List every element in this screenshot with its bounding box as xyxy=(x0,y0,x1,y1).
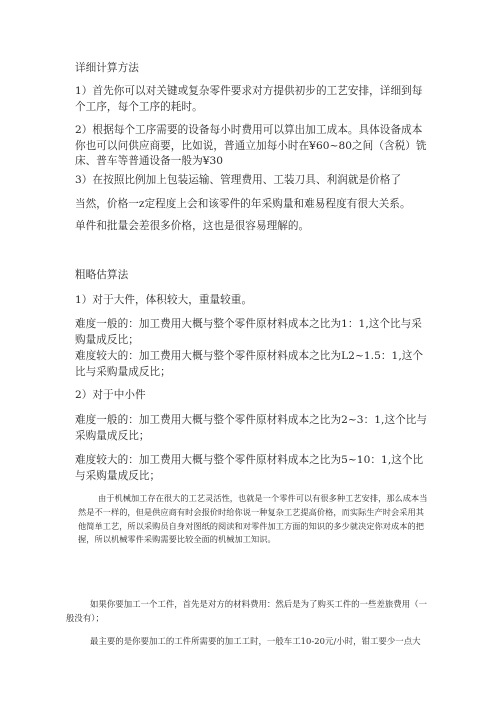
section-heading-detailed: 详细计算方法 xyxy=(75,62,139,74)
paragraph: 最主要的是你要加工的工件所需要的加工工时，一般车工10-20元/小时，钳工要少一点大 xyxy=(90,636,421,646)
paragraph: 如果你要加工一个工件，首先是对方的材料费用：然后是为了购买工件的一些差旅费用（一般没有）； xyxy=(66,599,427,624)
section-heading-rough: 粗略估算法 xyxy=(75,269,129,281)
paragraph: 3）在按照比例加上包装运输、管理费用、工装刀具、利润就是价格了 xyxy=(75,174,402,186)
paragraph: 难度较大的：加工费用大概与整个零件原材料成本之比为5~10：1,这个比与采购量成反比； xyxy=(75,454,424,482)
paragraph: 难度一般的：加工费用大概与整个零件原材料成本之比为1：1,这个比与采购量成反比； xyxy=(75,318,422,346)
paragraph: 2）对于中小件 xyxy=(75,389,146,401)
paragraph: 难度一般的：加工费用大概与整个零件原材料成本之比为2~3：1,这个比与采购量成反比； xyxy=(75,414,428,442)
paragraph: 1）首先你可以对关键或复杂零件要求对方提供初步的工艺安排，详细到每个工序，每个工序的耗时。 xyxy=(75,85,423,113)
paragraph: 当然，价格一z定程度上会和该零件的年采购量和难易程度有很大关系。 xyxy=(75,198,411,210)
paragraph: 难度较大的：加工费用大概与整个零件原材料成本之比为L2~1.5：1,这个比与采购量成反比； xyxy=(75,350,424,378)
paragraph: 单件和批量会差很多价格，这也是很容易理解的。 xyxy=(75,220,310,232)
note-paragraph: 由于机械加工存在很大的工艺灵活性，也就是一个零件可以有很多种工艺安排，那么成本当然是不一样的，但是供应商有时会报价时给你说一种复杂工艺提高价格，而实际生产时会采用其他简单工艺，所以采购员自身对图纸的阅读和对零件加工方面的知识的多少就决定你对成本的把握，所以机械零件采购需要比较全面的机械加工知识。 xyxy=(78,493,428,545)
paragraph: 2）根据每个工序需要的设备每小时费用可以算出加工成本。具体设备成本你也可以问供应商要，比如说，普通立加每小时在¥60~80之间（含税）铣床、普车等普通设备一般为¥30 xyxy=(75,124,427,167)
paragraph: 1）对于大件，体积较大，重量较重。 xyxy=(75,294,253,306)
